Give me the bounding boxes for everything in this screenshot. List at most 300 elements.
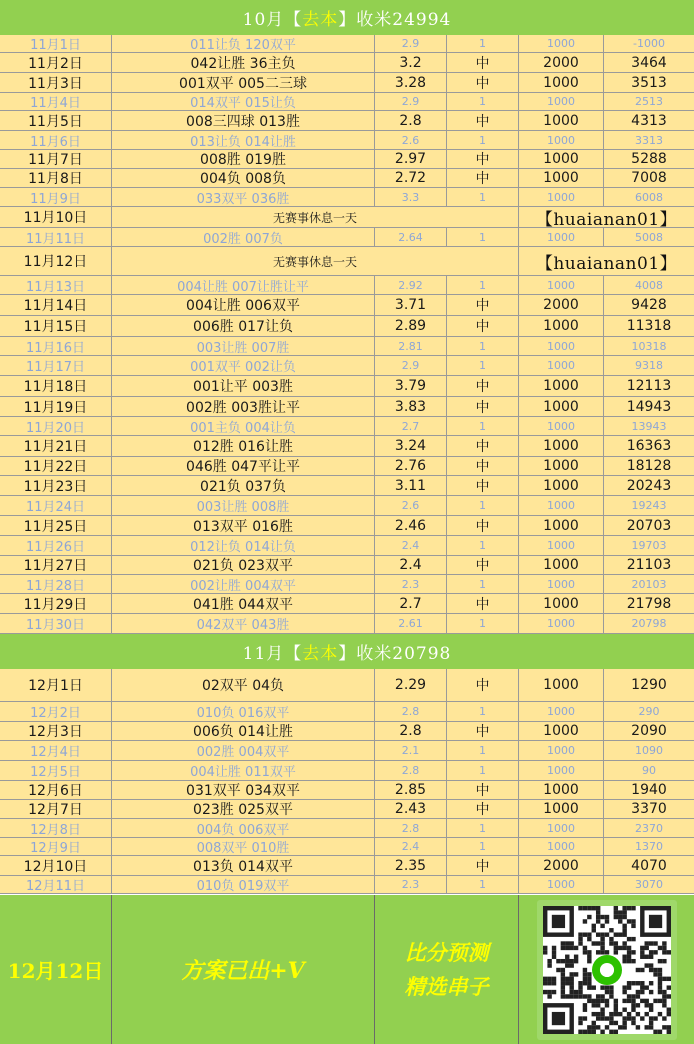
picks-cell: 002让胜 004双平: [112, 575, 375, 593]
result-cell: 1: [447, 276, 519, 294]
qr-module: [600, 945, 604, 949]
october-summary-header: [0, 0, 694, 35]
november-summary-header: [0, 634, 694, 669]
result-cell: 中: [447, 169, 519, 187]
stake-cell: 2000: [519, 856, 604, 875]
qr-module: [631, 998, 635, 1002]
qr-module: [551, 945, 555, 949]
qr-module: [622, 989, 626, 993]
total-cell: 2513: [635, 95, 663, 108]
qr-module: [565, 963, 569, 967]
qr-module: [582, 950, 586, 954]
stake-cell: 1000: [519, 93, 604, 110]
qr-module: [622, 945, 626, 949]
qr-module: [640, 981, 644, 985]
picks-cell: 004让胜 006双平: [112, 295, 375, 315]
qr-module: [609, 985, 613, 989]
date-cell: 11月24日: [0, 496, 112, 515]
odds-cell: 2.9: [375, 356, 447, 375]
table-row: [0, 476, 694, 496]
date-cell: 12月6日: [0, 781, 112, 799]
picks-cell: 021负 023双平: [112, 556, 375, 574]
qr-module: [626, 906, 630, 910]
qr-module: [600, 994, 604, 998]
stake-cell: 2000: [519, 53, 604, 72]
qr-module: [587, 958, 591, 962]
qr-module: [573, 954, 577, 958]
qr-module: [662, 950, 666, 954]
stake-cell: 1000: [519, 131, 604, 149]
qr-module: [662, 941, 666, 945]
qr-module: [551, 989, 555, 993]
total-cell: 20703: [626, 517, 672, 534]
qr-module: [618, 1011, 622, 1015]
qr-module: [666, 1007, 670, 1011]
qr-module: [648, 967, 652, 971]
rest-note: 无赛事休息一天: [112, 207, 519, 227]
total-cell: 21103: [626, 557, 672, 573]
footer-qr-cell: [519, 895, 694, 1044]
plan-released-text: 方案已出+V: [181, 958, 305, 984]
date-cell: 12月2日: [0, 702, 112, 721]
header-suffix: 】收米24994: [338, 10, 452, 30]
footer-date-cell: [0, 895, 112, 1044]
qr-module: [631, 919, 635, 923]
picks-cell: 002胜 003胜让平: [112, 397, 375, 416]
qr-module: [662, 976, 666, 980]
qr-module: [560, 985, 564, 989]
result-cell: 1: [447, 228, 519, 246]
qr-module: [640, 998, 644, 1002]
qr-module: [595, 950, 599, 954]
qr-module: [547, 963, 551, 967]
qr-module: [626, 936, 630, 940]
qr-module: [573, 972, 577, 976]
qr-module: [622, 914, 626, 918]
qr-module: [657, 967, 661, 971]
qr-module: [662, 945, 666, 949]
date-cell: 11月21日: [0, 436, 112, 456]
qr-module: [648, 981, 652, 985]
stake-cell: 1000: [519, 111, 604, 130]
total-cell: 5288: [631, 151, 667, 167]
qr-module: [569, 994, 573, 998]
qr-module: [622, 923, 626, 927]
picks-cell: 004负 006双平: [112, 819, 375, 837]
qr-module: [618, 910, 622, 914]
qr-module: [582, 976, 586, 980]
result-cell: 中: [447, 150, 519, 168]
qr-module: [600, 950, 604, 954]
qr-module: [591, 923, 595, 927]
qr-module: [653, 967, 657, 971]
picks-cell: 042双平 043胜: [112, 614, 375, 633]
qr-module: [595, 932, 599, 936]
qr-module: [582, 1016, 586, 1020]
picks-cell: 031双平 034双平: [112, 781, 375, 799]
stake-cell: 1000: [519, 73, 604, 92]
stake-cell: 1000: [519, 761, 604, 780]
picks-cell: 046胜 047平让平: [112, 457, 375, 475]
qr-module: [666, 976, 670, 980]
qr-module: [582, 981, 586, 985]
qr-module: [604, 1016, 608, 1020]
qr-module: [582, 1003, 586, 1007]
result-cell: 1: [447, 417, 519, 435]
qr-module: [543, 976, 547, 980]
total-cell: 7008: [631, 170, 667, 186]
odds-cell: 2.4: [375, 536, 447, 555]
result-cell: 1: [447, 741, 519, 760]
qr-module: [600, 985, 604, 989]
qr-module: [609, 994, 613, 998]
qr-module: [578, 981, 582, 985]
total-cell: 1090: [635, 744, 663, 757]
qr-module: [609, 989, 613, 993]
qr-module: [565, 958, 569, 962]
qr-module: [657, 1011, 661, 1015]
qr-module: [626, 950, 630, 954]
qr-module: [595, 994, 599, 998]
qr-module: [613, 945, 617, 949]
stake-cell: 1000: [519, 741, 604, 760]
qr-module: [565, 945, 569, 949]
qr-module: [547, 994, 551, 998]
qr-module: [609, 928, 613, 932]
result-cell: 中: [447, 476, 519, 495]
date-cell: 11月9日: [0, 188, 112, 206]
odds-cell: 2.6: [375, 131, 447, 149]
stake-cell: 1000: [519, 316, 604, 336]
qr-module: [565, 981, 569, 985]
qr-module: [543, 989, 547, 993]
table-row: [0, 575, 694, 594]
odds-cell: 2.61: [375, 614, 447, 633]
picks-cell: 013让负 014让胜: [112, 131, 375, 149]
qr-module: [565, 994, 569, 998]
qr-module: [578, 989, 582, 993]
qr-module: [644, 963, 648, 967]
qr-module: [600, 914, 604, 918]
qr-module: [591, 1020, 595, 1024]
date-cell: 11月20日: [0, 417, 112, 435]
total-cell: 9428: [631, 297, 667, 313]
watermark-text: 【huaianan01】: [535, 253, 678, 274]
qr-module: [578, 994, 582, 998]
odds-cell: 2.29: [375, 669, 447, 701]
result-cell: 中: [447, 556, 519, 574]
qr-module: [622, 932, 626, 936]
picks-cell: 011让负 120双平: [112, 35, 375, 52]
qr-module: [644, 1003, 648, 1007]
stake-cell: 1000: [519, 376, 604, 396]
total-cell: 6008: [635, 190, 663, 204]
table-row: [0, 800, 694, 819]
table-row: [0, 376, 694, 397]
qr-module: [648, 954, 652, 958]
result-cell: 中: [447, 376, 519, 396]
qr-module: [591, 1003, 595, 1007]
qr-module: [569, 958, 573, 962]
qr-module: [613, 906, 617, 910]
table-row: [0, 169, 694, 188]
qr-module: [613, 1011, 617, 1015]
odds-cell: 2.92: [375, 276, 447, 294]
qr-module: [622, 1020, 626, 1024]
qr-module: [644, 998, 648, 1002]
picks-cell: 008三四球 013胜: [112, 111, 375, 130]
odds-cell: 2.8: [375, 111, 447, 130]
qr-module: [595, 1025, 599, 1029]
table-row: [0, 73, 694, 93]
qr-module: [618, 914, 622, 918]
qr-module: [640, 985, 644, 989]
odds-cell: 2.9: [375, 93, 447, 110]
odds-cell: 3.24: [375, 436, 447, 456]
stake-cell: 1000: [519, 150, 604, 168]
total-cell: 3070: [635, 878, 663, 891]
table-row: [0, 276, 694, 295]
qr-module: [573, 994, 577, 998]
qr-module: [595, 998, 599, 1002]
qr-module: [582, 1029, 586, 1033]
date-cell: 11月26日: [0, 536, 112, 555]
total-cell: 19703: [631, 539, 667, 552]
qr-module: [662, 994, 666, 998]
qr-module: [587, 1025, 591, 1029]
date-cell: 11月6日: [0, 131, 112, 149]
picks-cell: 006胜 017让负: [112, 316, 375, 336]
table-row: [0, 397, 694, 417]
odds-cell: 3.2: [375, 53, 447, 72]
result-cell: 中: [447, 669, 519, 701]
header-suffix: 】收米20798: [338, 644, 452, 664]
date-cell: 11月25日: [0, 516, 112, 535]
footer-date: 12月12日: [7, 959, 104, 983]
qr-module: [653, 1029, 657, 1033]
table-row: [0, 93, 694, 111]
qr-module: [635, 1011, 639, 1015]
date-cell: 11月23日: [0, 476, 112, 495]
odds-cell: 2.81: [375, 337, 447, 355]
stake-cell: 1000: [519, 436, 604, 456]
stake-cell: 1000: [519, 722, 604, 740]
qr-module: [556, 958, 560, 962]
qr-module: [618, 919, 622, 923]
qr-module: [657, 998, 661, 1002]
qr-module: [657, 972, 661, 976]
picks-cell: 001主负 004让负: [112, 417, 375, 435]
qr-module: [626, 958, 630, 962]
qr-module: [626, 945, 630, 949]
result-cell: 1: [447, 536, 519, 555]
total-cell: 10318: [631, 339, 667, 353]
qr-module: [595, 941, 599, 945]
qr-module: [622, 910, 626, 914]
result-cell: 中: [447, 316, 519, 336]
total-cell: 3313: [635, 133, 663, 147]
qr-module: [595, 919, 599, 923]
result-cell: 1: [447, 575, 519, 593]
qr-module: [648, 941, 652, 945]
result-cell: 中: [447, 295, 519, 315]
stake-cell: 1000: [519, 575, 604, 593]
qr-module: [648, 1020, 652, 1024]
stake-cell: 1000: [519, 496, 604, 515]
qr-module: [543, 981, 547, 985]
qr-module: [600, 1016, 604, 1020]
odds-cell: 3.3: [375, 188, 447, 206]
parlay-picks-text: 精选串子: [404, 973, 489, 999]
qr-module: [657, 945, 661, 949]
qr-module: [613, 910, 617, 914]
picks-cell: 010负 016双平: [112, 702, 375, 721]
total-cell: -1000: [633, 37, 665, 50]
qr-module: [622, 998, 626, 1002]
result-cell: 1: [447, 876, 519, 893]
table-row: [0, 53, 694, 73]
footer-plan-cell: [112, 895, 375, 1044]
date-cell: 11月3日: [0, 73, 112, 92]
qr-module: [622, 1016, 626, 1020]
odds-cell: 2.35: [375, 856, 447, 875]
date-cell: 11月17日: [0, 356, 112, 375]
qr-module: [587, 914, 591, 918]
odds-cell: 2.3: [375, 575, 447, 593]
qr-module: [657, 981, 661, 985]
picks-cell: 006负 014让胜: [112, 722, 375, 740]
odds-cell: 2.4: [375, 838, 447, 855]
qr-module: [613, 1003, 617, 1007]
qr-module: [622, 941, 626, 945]
qr-module: [578, 1020, 582, 1024]
header-prefix: 11月【: [242, 644, 303, 664]
stake-cell: 1000: [519, 516, 604, 535]
odds-cell: 2.76: [375, 457, 447, 475]
picks-cell: 012胜 016让胜: [112, 436, 375, 456]
table-row: [0, 417, 694, 436]
qr-module: [653, 950, 657, 954]
stake-cell: 1000: [519, 417, 604, 435]
total-cell: 3513: [631, 74, 667, 91]
qr-module: [622, 958, 626, 962]
picks-cell: 002胜 004双平: [112, 741, 375, 760]
qr-module: [591, 1029, 595, 1033]
qr-module: [662, 998, 666, 1002]
wechat-qr-code-icon: [537, 900, 677, 1040]
qr-module: [569, 963, 573, 967]
result-cell: 中: [447, 53, 519, 72]
table-row: [0, 669, 694, 702]
odds-cell: 2.8: [375, 702, 447, 721]
total-cell: 4070: [631, 857, 667, 874]
total-cell: 4313: [631, 112, 667, 129]
qr-module: [609, 1011, 613, 1015]
qr-module: [618, 945, 622, 949]
qr-module: [582, 1007, 586, 1011]
total-cell: 3464: [631, 54, 667, 71]
date-cell: 11月8日: [0, 169, 112, 187]
qr-module: [587, 932, 591, 936]
stake-cell: 1000: [519, 397, 604, 416]
qr-module: [600, 941, 604, 945]
total-cell: 2090: [631, 723, 667, 739]
qr-module: [626, 919, 630, 923]
date-cell: 11月30日: [0, 614, 112, 633]
qr-module: [644, 1011, 648, 1015]
qr-module: [569, 941, 573, 945]
odds-cell: 2.8: [375, 761, 447, 780]
odds-cell: 2.72: [375, 169, 447, 187]
table-row: [0, 35, 694, 53]
qr-module: [648, 1016, 652, 1020]
qr-module: [640, 950, 644, 954]
qr-module: [648, 914, 661, 927]
date-cell: 11月27日: [0, 556, 112, 574]
result-cell: 1: [447, 496, 519, 515]
odds-cell: 2.43: [375, 800, 447, 818]
qr-module: [551, 914, 564, 927]
qr-module: [631, 1003, 635, 1007]
total-cell: 1290: [631, 677, 667, 693]
qr-module: [604, 919, 608, 923]
qr-module: [613, 941, 617, 945]
qr-module: [600, 998, 604, 1002]
qr-module: [613, 998, 617, 1002]
table-row: [0, 761, 694, 781]
qr-module: [644, 941, 648, 945]
qr-module: [635, 989, 639, 993]
result-cell: 中: [447, 436, 519, 456]
total-cell: 14943: [626, 398, 672, 415]
qr-module: [609, 936, 613, 940]
table-row: [0, 556, 694, 575]
qr-module: [604, 998, 608, 1002]
qr-module: [560, 941, 564, 945]
stake-cell: 1000: [519, 476, 604, 495]
picks-cell: 002胜 007负: [112, 228, 375, 246]
picks-cell: 001让平 003胜: [112, 376, 375, 396]
qr-module: [591, 985, 595, 989]
total-cell: 290: [638, 705, 660, 718]
odds-cell: 2.8: [375, 722, 447, 740]
total-cell: 1940: [631, 782, 667, 798]
result-cell: 中: [447, 594, 519, 613]
qr-module: [587, 985, 591, 989]
picks-cell: 004让胜 007让胜让平: [112, 276, 375, 294]
qr-module: [618, 932, 622, 936]
odds-cell: 2.7: [375, 417, 447, 435]
odds-cell: 3.11: [375, 476, 447, 495]
qr-module: [569, 976, 573, 980]
qr-module: [653, 941, 657, 945]
qr-module: [666, 1029, 670, 1033]
qr-module: [587, 994, 591, 998]
date-cell: 12月5日: [0, 761, 112, 780]
date-cell: 11月16日: [0, 337, 112, 355]
qr-module: [622, 928, 626, 932]
qr-module: [631, 906, 635, 910]
footer-promo-cell: [375, 895, 519, 1044]
table-row: [0, 741, 694, 761]
qr-module: [582, 906, 586, 910]
date-cell: 11月15日: [0, 316, 112, 336]
qr-module: [604, 1003, 608, 1007]
result-cell: 1: [447, 614, 519, 633]
qr-module: [587, 972, 591, 976]
qr-module: [547, 989, 551, 993]
qr-module: [573, 989, 577, 993]
